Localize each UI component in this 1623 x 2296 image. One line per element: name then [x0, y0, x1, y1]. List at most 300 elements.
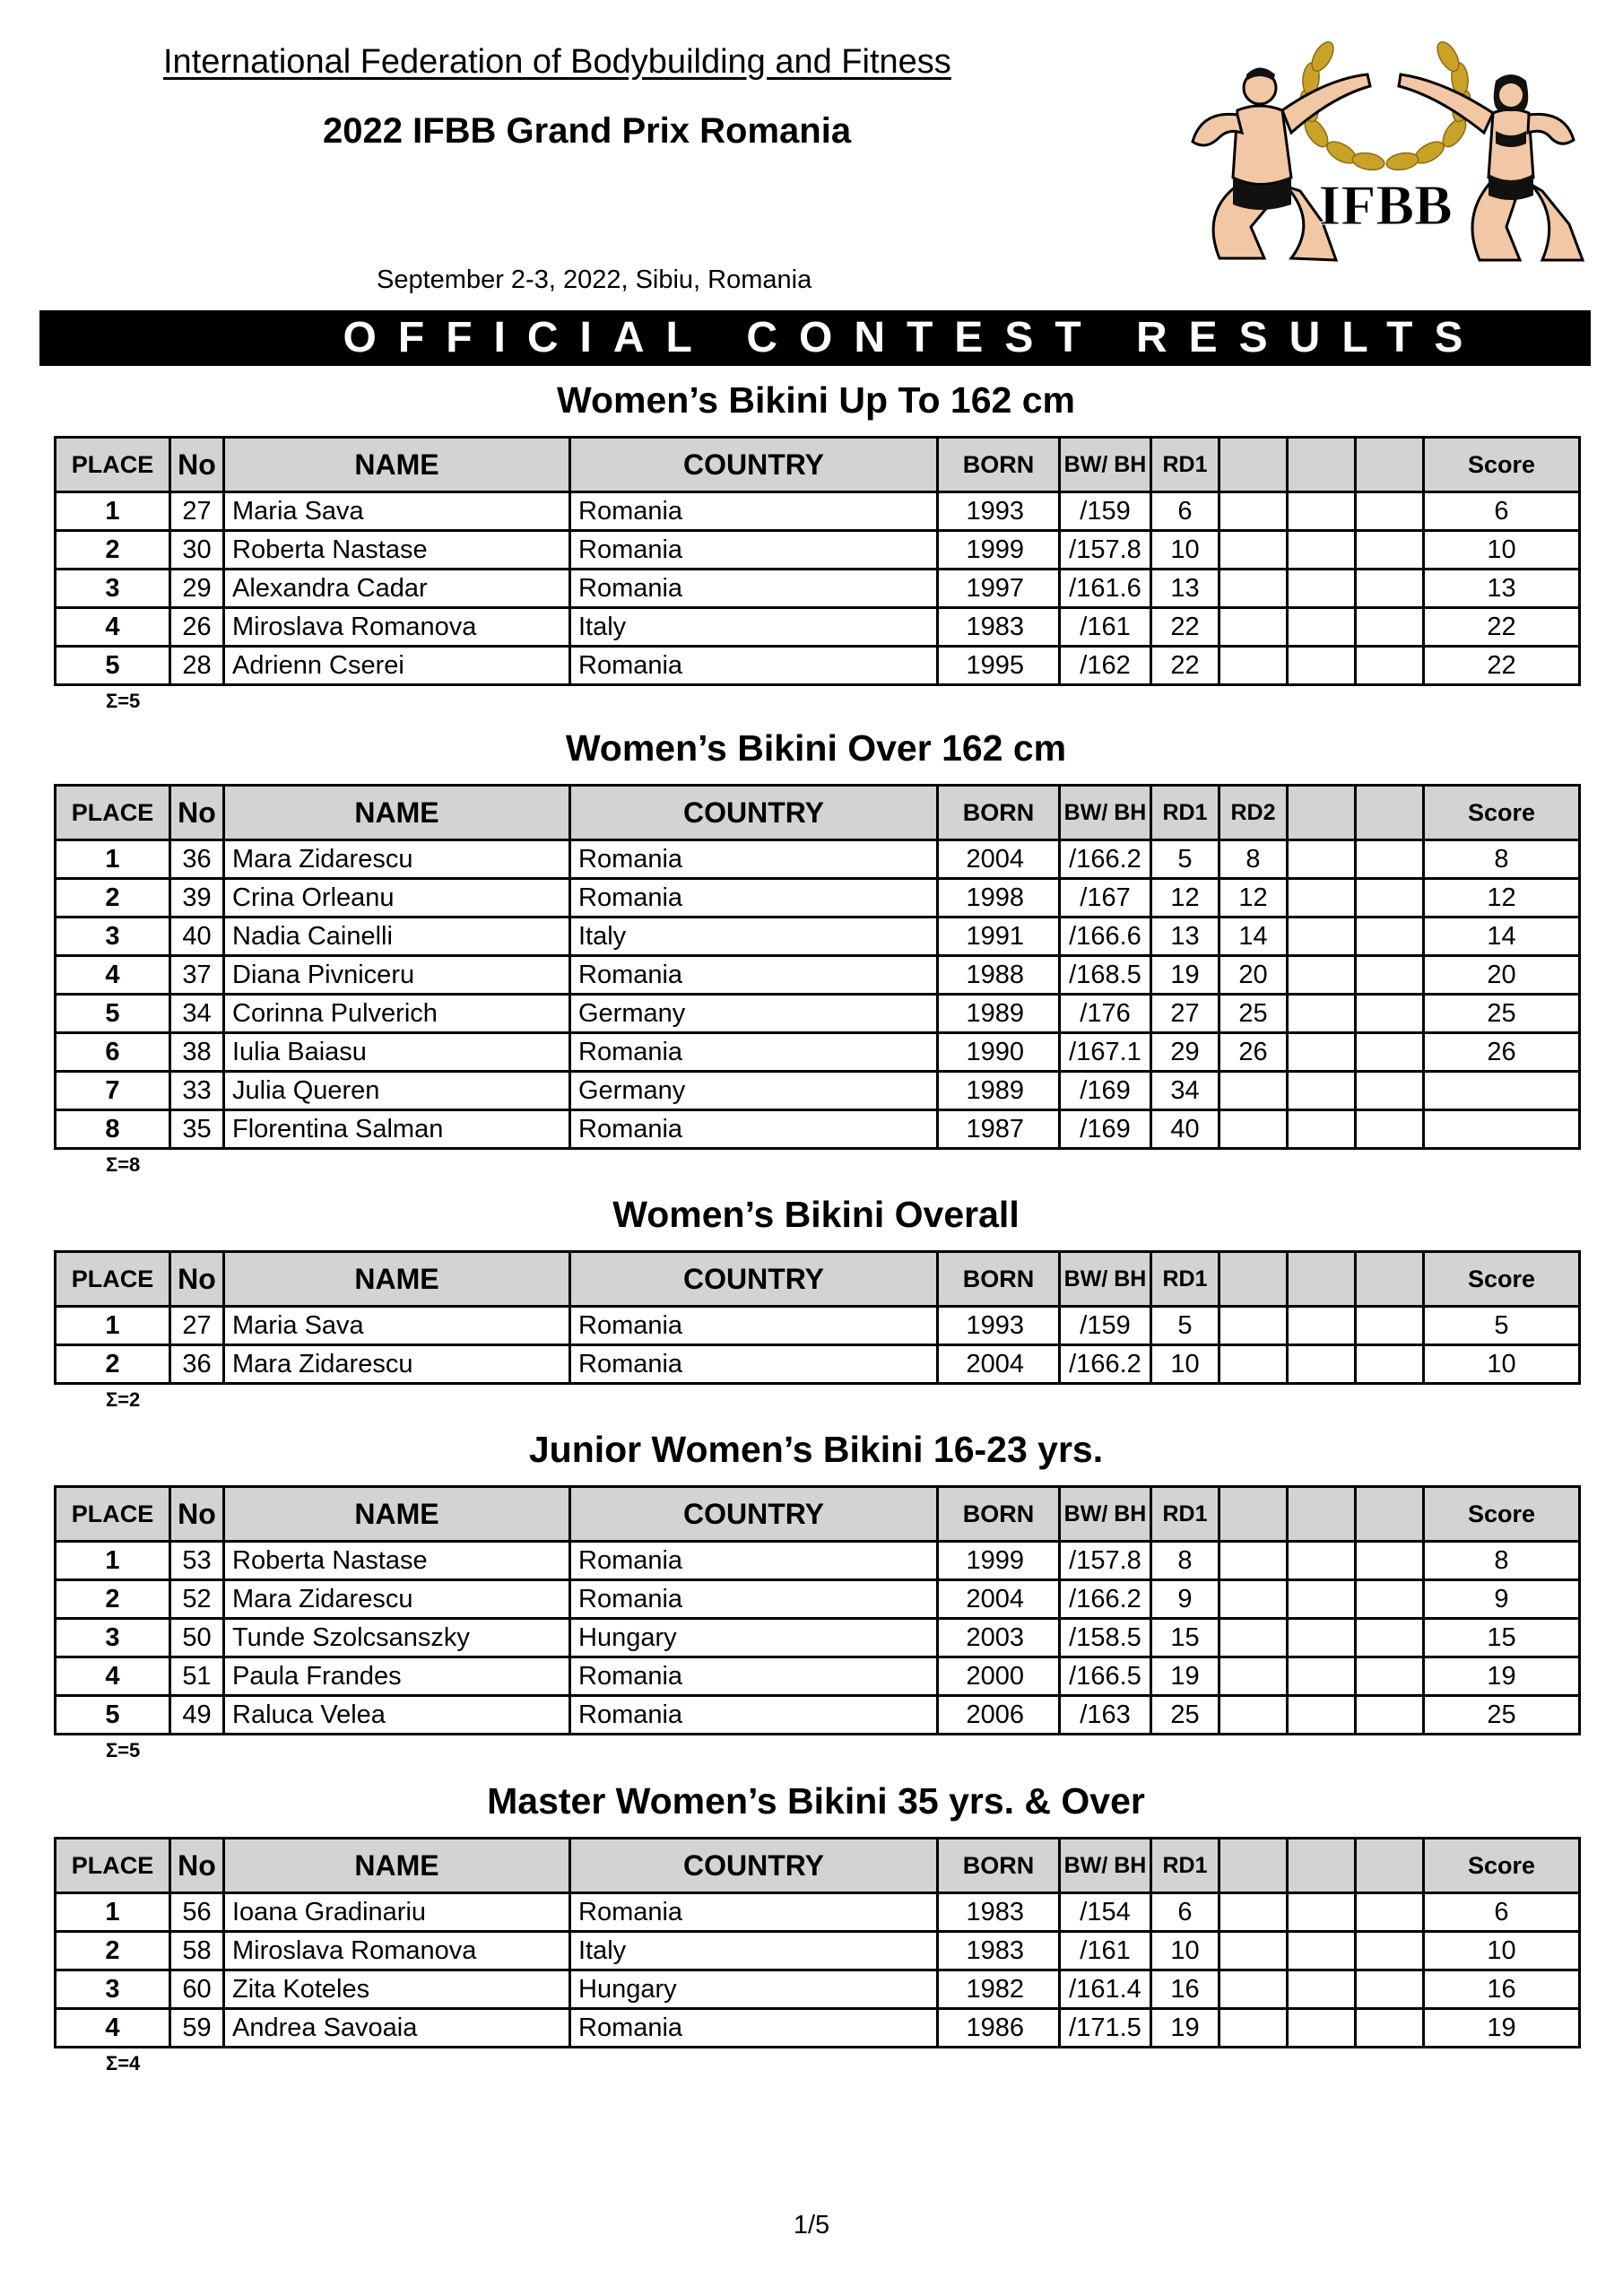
bwbh-header: BW/ BH: [1060, 786, 1151, 840]
rd2-cell: [1219, 2009, 1288, 2048]
rd1-cell: 19: [1151, 956, 1219, 995]
empty-cell: [1288, 1696, 1356, 1735]
bwbh-cell: /159: [1060, 492, 1151, 531]
rd2-header: [1219, 438, 1288, 492]
place-cell: 4: [56, 1657, 170, 1696]
table-row: [56, 1696, 1580, 1735]
bwbh-cell: /162: [1060, 647, 1151, 685]
bwbh-cell: /158.5: [1060, 1619, 1151, 1657]
empty-cell: [1288, 1307, 1356, 1345]
country-cell: Italy: [570, 1932, 938, 1970]
results-banner: OFFICIAL CONTEST RESULTS: [39, 310, 1591, 366]
name-cell: Miroslava Romanova: [224, 1932, 570, 1970]
country-cell: Romania: [570, 879, 938, 918]
competitor-count: Σ=5: [106, 1739, 141, 1761]
born-cell: 1999: [938, 1542, 1060, 1580]
empty-cell: [1356, 1970, 1424, 2009]
rd1-cell: 9: [1151, 1580, 1219, 1619]
table-header-row: [56, 786, 1580, 840]
empty-cell: [1356, 608, 1424, 647]
name-cell: Alexandra Cadar: [224, 570, 570, 608]
rd2-cell: [1219, 1970, 1288, 2009]
bwbh-cell: /161: [1060, 1932, 1151, 1970]
table-row: [56, 879, 1580, 918]
empty-header: [1288, 1839, 1356, 1893]
place-cell: 3: [56, 1970, 170, 2009]
place-cell: 4: [56, 608, 170, 647]
empty-cell: [1356, 647, 1424, 685]
country-header: COUNTRY: [570, 1487, 938, 1542]
name-cell: Zita Koteles: [224, 1970, 570, 2009]
name-cell: Maria Sava: [224, 1307, 570, 1345]
born-header: BORN: [938, 1252, 1060, 1307]
number-cell: 34: [170, 995, 224, 1033]
table-row: [56, 2009, 1580, 2048]
rd2-cell: [1219, 1619, 1288, 1657]
country-cell: Romania: [570, 1542, 938, 1580]
place-header: PLACE: [56, 1487, 170, 1542]
number-cell: 39: [170, 879, 224, 918]
score-cell: 19: [1424, 2009, 1580, 2048]
place-cell: 5: [56, 647, 170, 685]
table-header-row: [56, 1839, 1580, 1893]
empty-cell: [1356, 840, 1424, 879]
bwbh-cell: /166.2: [1060, 1345, 1151, 1384]
place-cell: 5: [56, 1696, 170, 1735]
rd2-cell: [1219, 492, 1288, 531]
empty-cell: [1356, 1542, 1424, 1580]
table-row: [56, 956, 1580, 995]
born-cell: 1982: [938, 1970, 1060, 2009]
score-cell: 8: [1424, 840, 1580, 879]
born-cell: 2006: [938, 1696, 1060, 1735]
number-cell: 36: [170, 1345, 224, 1384]
bwbh-cell: /157.8: [1060, 1542, 1151, 1580]
bwbh-cell: /171.5: [1060, 2009, 1151, 2048]
score-cell: 19: [1424, 1657, 1580, 1696]
score-cell: 10: [1424, 1345, 1580, 1384]
table-row: [56, 1657, 1580, 1696]
table-row: [56, 1033, 1580, 1072]
empty-cell: [1288, 647, 1356, 685]
number-cell: 59: [170, 2009, 224, 2048]
empty-cell: [1356, 1345, 1424, 1384]
results-section: [54, 723, 1578, 1177]
country-cell: Hungary: [570, 1970, 938, 2009]
score-header: Score: [1424, 1252, 1580, 1307]
place-cell: 1: [56, 1542, 170, 1580]
born-cell: 1986: [938, 2009, 1060, 2048]
score-cell: 16: [1424, 1970, 1580, 2009]
number-cell: 27: [170, 1307, 224, 1345]
name-cell: Miroslava Romanova: [224, 608, 570, 647]
table-row: [56, 1345, 1580, 1384]
number-cell: 50: [170, 1619, 224, 1657]
born-header: BORN: [938, 786, 1060, 840]
rd1-header: RD1: [1151, 1487, 1219, 1542]
table-row: [56, 647, 1580, 685]
place-cell: 8: [56, 1110, 170, 1149]
empty-cell: [1356, 1657, 1424, 1696]
country-cell: Romania: [570, 1696, 938, 1735]
place-cell: 3: [56, 918, 170, 956]
number-cell: 40: [170, 918, 224, 956]
empty-cell: [1356, 1307, 1424, 1345]
country-cell: Romania: [570, 492, 938, 531]
country-header: COUNTRY: [570, 1252, 938, 1307]
number-cell: 49: [170, 1696, 224, 1735]
rd1-cell: 13: [1151, 570, 1219, 608]
name-cell: Iulia Baiasu: [224, 1033, 570, 1072]
rd1-cell: 25: [1151, 1696, 1219, 1735]
results-section: [54, 1776, 1578, 2075]
table-row: [56, 492, 1580, 531]
name-cell: Mara Zidarescu: [224, 1345, 570, 1384]
score-cell: 13: [1424, 570, 1580, 608]
born-cell: 2004: [938, 1580, 1060, 1619]
born-cell: 2003: [938, 1619, 1060, 1657]
place-cell: 2: [56, 879, 170, 918]
rd2-cell: [1219, 1110, 1288, 1149]
bwbh-cell: /161: [1060, 608, 1151, 647]
empty-cell: [1356, 918, 1424, 956]
place-cell: 1: [56, 492, 170, 531]
results-table: [54, 436, 1581, 686]
empty-cell: [1356, 956, 1424, 995]
bwbh-cell: /161.6: [1060, 570, 1151, 608]
country-header: COUNTRY: [570, 1839, 938, 1893]
country-cell: Romania: [570, 1657, 938, 1696]
bwbh-cell: /161.4: [1060, 1970, 1151, 2009]
name-cell: Roberta Nastase: [224, 531, 570, 570]
competitor-count: Σ=2: [106, 1388, 141, 1411]
bwbh-cell: /167.1: [1060, 1033, 1151, 1072]
table-row: [56, 1932, 1580, 1970]
rd1-cell: 5: [1151, 1307, 1219, 1345]
born-cell: 1988: [938, 956, 1060, 995]
empty-cell: [1288, 2009, 1356, 2048]
empty-header: [1356, 438, 1424, 492]
bwbh-cell: /169: [1060, 1110, 1151, 1149]
empty-cell: [1288, 1619, 1356, 1657]
table-row: [56, 840, 1580, 879]
competitor-count: Σ=5: [106, 690, 141, 712]
number-cell: 36: [170, 840, 224, 879]
rd2-cell: 12: [1219, 879, 1288, 918]
empty-cell: [1356, 879, 1424, 918]
rd1-cell: 10: [1151, 1345, 1219, 1384]
empty-cell: [1288, 570, 1356, 608]
rd1-header: RD1: [1151, 438, 1219, 492]
event-dateline: September 2-3, 2022, Sibiu, Romania: [377, 265, 812, 294]
bwbh-cell: /166.2: [1060, 1580, 1151, 1619]
born-cell: 1993: [938, 492, 1060, 531]
competitor-count: Σ=4: [106, 2052, 141, 2074]
rd2-cell: 8: [1219, 840, 1288, 879]
born-header: BORN: [938, 1487, 1060, 1542]
name-cell: Julia Queren: [224, 1072, 570, 1110]
score-cell: [1424, 1110, 1580, 1149]
empty-cell: [1356, 2009, 1424, 2048]
bwbh-header: BW/ BH: [1060, 438, 1151, 492]
empty-cell: [1288, 918, 1356, 956]
number-cell: 27: [170, 492, 224, 531]
empty-cell: [1356, 1893, 1424, 1932]
empty-cell: [1288, 608, 1356, 647]
rd2-cell: [1219, 1307, 1288, 1345]
bwbh-cell: /166.6: [1060, 918, 1151, 956]
empty-cell: [1356, 1072, 1424, 1110]
event-title: 2022 IFBB Grand Prix Romania: [323, 111, 852, 151]
rd2-header: [1219, 1252, 1288, 1307]
name-cell: Florentina Salman: [224, 1110, 570, 1149]
rd1-cell: 19: [1151, 1657, 1219, 1696]
empty-cell: [1288, 492, 1356, 531]
ifbb-logo: [1166, 25, 1605, 312]
country-cell: Romania: [570, 840, 938, 879]
name-header: NAME: [224, 1487, 570, 1542]
bwbh-cell: /169: [1060, 1072, 1151, 1110]
table-row: [56, 1580, 1580, 1619]
country-cell: Romania: [570, 1110, 938, 1149]
name-cell: Andrea Savoaia: [224, 2009, 570, 2048]
bwbh-cell: /163: [1060, 1696, 1151, 1735]
score-cell: 22: [1424, 608, 1580, 647]
name-cell: Maria Sava: [224, 492, 570, 531]
table-row: [56, 1542, 1580, 1580]
empty-cell: [1288, 879, 1356, 918]
born-cell: 1983: [938, 1893, 1060, 1932]
country-cell: Germany: [570, 995, 938, 1033]
number-cell: 58: [170, 1932, 224, 1970]
number-cell: 35: [170, 1110, 224, 1149]
name-header: NAME: [224, 438, 570, 492]
empty-cell: [1288, 1932, 1356, 1970]
table-row: [56, 995, 1580, 1033]
table-row: [56, 1619, 1580, 1657]
score-cell: 22: [1424, 647, 1580, 685]
table-row: [56, 608, 1580, 647]
bwbh-header: BW/ BH: [1060, 1487, 1151, 1542]
name-cell: Crina Orleanu: [224, 879, 570, 918]
name-cell: Paula Frandes: [224, 1657, 570, 1696]
born-header: BORN: [938, 1839, 1060, 1893]
empty-cell: [1356, 1696, 1424, 1735]
country-cell: Germany: [570, 1072, 938, 1110]
name-cell: Roberta Nastase: [224, 1542, 570, 1580]
rd2-header: [1219, 1487, 1288, 1542]
country-header: COUNTRY: [570, 438, 938, 492]
score-header: Score: [1424, 1839, 1580, 1893]
score-cell: 20: [1424, 956, 1580, 995]
bwbh-header: BW/ BH: [1060, 1252, 1151, 1307]
place-header: PLACE: [56, 1252, 170, 1307]
bwbh-cell: /157.8: [1060, 531, 1151, 570]
rd1-cell: 12: [1151, 879, 1219, 918]
section-title: Women’s Bikini Over 162 cm: [565, 727, 1067, 769]
name-cell: Mara Zidarescu: [224, 1580, 570, 1619]
rd1-cell: 27: [1151, 995, 1219, 1033]
country-header: COUNTRY: [570, 786, 938, 840]
born-cell: 1990: [938, 1033, 1060, 1072]
born-cell: 1987: [938, 1110, 1060, 1149]
score-header: Score: [1424, 1487, 1580, 1542]
empty-cell: [1288, 1345, 1356, 1384]
rd1-cell: 10: [1151, 1932, 1219, 1970]
number-cell: 56: [170, 1893, 224, 1932]
rd2-cell: [1219, 1932, 1288, 1970]
empty-header: [1288, 438, 1356, 492]
section-title: Women’s Bikini Overall: [612, 1194, 1020, 1235]
empty-header: [1356, 1487, 1424, 1542]
no-header: No: [170, 1839, 224, 1893]
rd2-cell: [1219, 1072, 1288, 1110]
number-cell: 60: [170, 1970, 224, 2009]
score-header: Score: [1424, 438, 1580, 492]
empty-cell: [1288, 531, 1356, 570]
born-cell: 1991: [938, 918, 1060, 956]
rd2-cell: [1219, 1345, 1288, 1384]
born-header: BORN: [938, 438, 1060, 492]
rd1-header: RD1: [1151, 786, 1219, 840]
number-cell: 37: [170, 956, 224, 995]
results-section: [54, 1424, 1578, 1762]
empty-cell: [1288, 1580, 1356, 1619]
name-header: NAME: [224, 1252, 570, 1307]
rd1-header: RD1: [1151, 1839, 1219, 1893]
country-cell: Romania: [570, 1893, 938, 1932]
score-header: Score: [1424, 786, 1580, 840]
empty-cell: [1356, 492, 1424, 531]
name-cell: Mara Zidarescu: [224, 840, 570, 879]
results-table: [54, 1250, 1581, 1385]
empty-cell: [1356, 1932, 1424, 1970]
name-header: NAME: [224, 786, 570, 840]
empty-header: [1288, 1252, 1356, 1307]
empty-header: [1356, 1252, 1424, 1307]
number-cell: 28: [170, 647, 224, 685]
empty-cell: [1288, 1657, 1356, 1696]
place-cell: 3: [56, 1619, 170, 1657]
rd1-cell: 6: [1151, 492, 1219, 531]
results-table: [54, 1485, 1581, 1735]
number-cell: 30: [170, 531, 224, 570]
rd1-cell: 19: [1151, 2009, 1219, 2048]
empty-header: [1288, 1487, 1356, 1542]
rd2-cell: [1219, 1657, 1288, 1696]
bwbh-header: BW/ BH: [1060, 1839, 1151, 1893]
score-cell: 5: [1424, 1307, 1580, 1345]
score-cell: 10: [1424, 1932, 1580, 1970]
no-header: No: [170, 786, 224, 840]
place-cell: 4: [56, 956, 170, 995]
results-section: [54, 375, 1578, 713]
score-cell: 8: [1424, 1542, 1580, 1580]
name-header: NAME: [224, 1839, 570, 1893]
empty-cell: [1288, 1033, 1356, 1072]
bwbh-cell: /154: [1060, 1893, 1151, 1932]
country-cell: Romania: [570, 956, 938, 995]
no-header: No: [170, 1487, 224, 1542]
table-row: [56, 570, 1580, 608]
rd1-cell: 22: [1151, 647, 1219, 685]
bwbh-cell: /166.5: [1060, 1657, 1151, 1696]
place-cell: 1: [56, 840, 170, 879]
rd1-header: RD1: [1151, 1252, 1219, 1307]
table-header-row: [56, 438, 1580, 492]
table-row: [56, 1307, 1580, 1345]
born-cell: 1989: [938, 1072, 1060, 1110]
empty-cell: [1356, 1110, 1424, 1149]
bwbh-cell: /176: [1060, 995, 1151, 1033]
born-cell: 1995: [938, 647, 1060, 685]
empty-header: [1356, 786, 1424, 840]
table-row: [56, 1072, 1580, 1110]
empty-cell: [1356, 570, 1424, 608]
born-cell: 2000: [938, 1657, 1060, 1696]
rd1-cell: 10: [1151, 531, 1219, 570]
results-table: [54, 1837, 1581, 2048]
name-cell: Ioana Gradinariu: [224, 1893, 570, 1932]
born-cell: 2004: [938, 1345, 1060, 1384]
place-cell: 3: [56, 570, 170, 608]
name-cell: Raluca Velea: [224, 1696, 570, 1735]
bwbh-cell: /168.5: [1060, 956, 1151, 995]
rd2-cell: [1219, 531, 1288, 570]
section-title: Women’s Bikini Up To 162 cm: [557, 379, 1075, 421]
score-cell: 10: [1424, 531, 1580, 570]
rd2-header: RD2: [1219, 786, 1288, 840]
score-cell: 14: [1424, 918, 1580, 956]
score-cell: 25: [1424, 995, 1580, 1033]
rd1-cell: 16: [1151, 1970, 1219, 2009]
rd2-cell: [1219, 1542, 1288, 1580]
results-table: [54, 784, 1581, 1150]
empty-cell: [1356, 1619, 1424, 1657]
empty-cell: [1356, 531, 1424, 570]
table-row: [56, 1970, 1580, 2009]
rd2-cell: 26: [1219, 1033, 1288, 1072]
empty-cell: [1288, 995, 1356, 1033]
score-cell: 6: [1424, 1893, 1580, 1932]
country-cell: Romania: [570, 1580, 938, 1619]
number-cell: 53: [170, 1542, 224, 1580]
born-cell: 1999: [938, 531, 1060, 570]
empty-header: [1356, 1839, 1424, 1893]
score-cell: 6: [1424, 492, 1580, 531]
rd1-cell: 13: [1151, 918, 1219, 956]
name-cell: Tunde Szolcsanszky: [224, 1619, 570, 1657]
place-cell: 2: [56, 531, 170, 570]
born-cell: 2004: [938, 840, 1060, 879]
rd2-cell: [1219, 1580, 1288, 1619]
table-row: [56, 531, 1580, 570]
number-cell: 51: [170, 1657, 224, 1696]
place-cell: 6: [56, 1033, 170, 1072]
place-header: PLACE: [56, 438, 170, 492]
organization-name: International Federation of Bodybuilding and Fitness: [163, 43, 951, 81]
competitor-count: Σ=8: [106, 1153, 141, 1176]
place-cell: 2: [56, 1580, 170, 1619]
empty-cell: [1288, 1110, 1356, 1149]
rd1-cell: 6: [1151, 1893, 1219, 1932]
place-header: PLACE: [56, 786, 170, 840]
score-cell: 12: [1424, 879, 1580, 918]
bwbh-cell: /159: [1060, 1307, 1151, 1345]
rd2-cell: [1219, 570, 1288, 608]
rd1-cell: 22: [1151, 608, 1219, 647]
place-cell: 4: [56, 2009, 170, 2048]
